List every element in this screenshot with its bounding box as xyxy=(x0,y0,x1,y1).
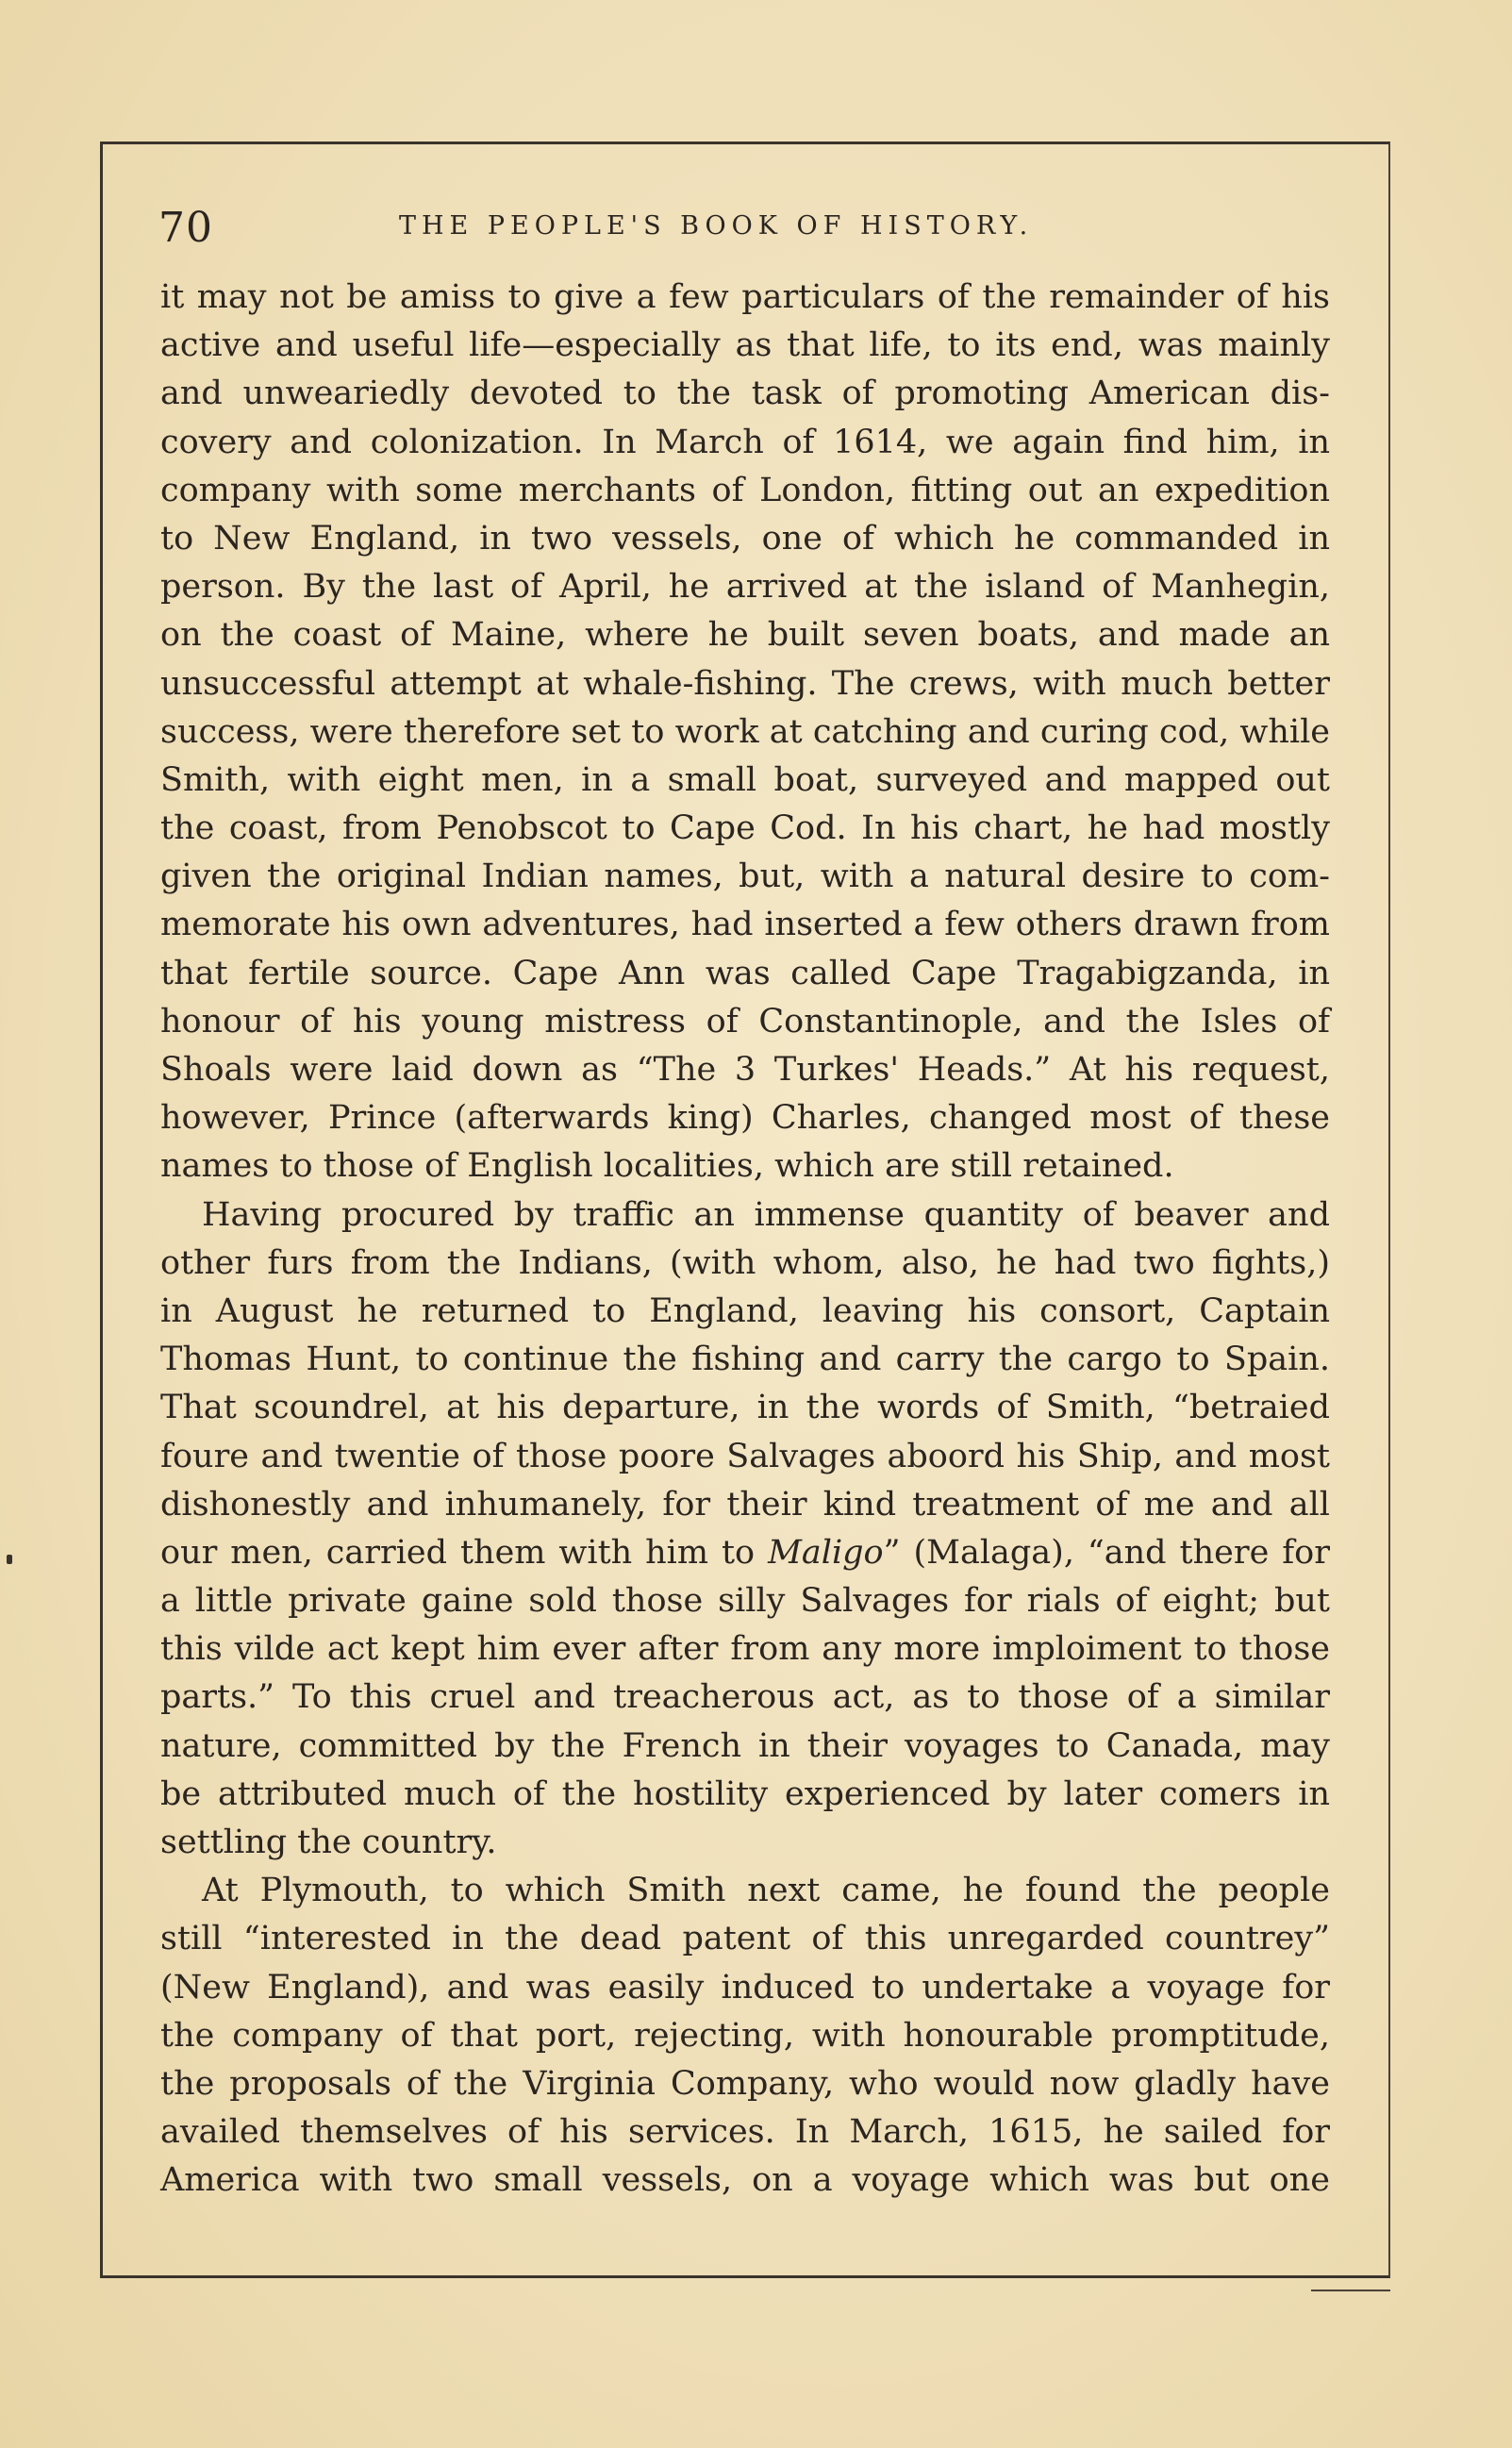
text-line: Thomas Hunt, to continue the fishing and carry the cargo to Spain. xyxy=(160,1341,1330,1379)
text-line: given the original Indian names, but, with a natural desire to com- xyxy=(160,858,1330,896)
text-line: At Plymouth, to which Smith next came, he found the people xyxy=(202,1872,1330,1910)
text-line: availed themselves of his services. In March, 1615, he sailed for xyxy=(160,2113,1330,2152)
text-line: it may not be amiss to give a few particulars of the remainder of his xyxy=(160,278,1330,316)
text-line: Having procured by traffic an immense quantity of beaver and xyxy=(202,1195,1330,1234)
text-line: the proposals of the Virginia Company, who would now gladly have xyxy=(160,2064,1330,2103)
text-line: our men, carried them with him to Maligo” (Malaga), “and there for xyxy=(160,1533,1330,1572)
text-line: person. By the last of April, he arrived at the island of Manhegin, xyxy=(160,568,1330,607)
text-line: memorate his own adventures, had inserted a few others drawn from xyxy=(160,906,1330,944)
text-line: be attributed much of the hostility experienced by later comers in xyxy=(160,1774,1330,1813)
text-line: unsuccessful attempt at whale-fishing. The crews, with much better xyxy=(160,664,1330,703)
text-line: a little private gaine sold those silly Salvages for rials of eight; but xyxy=(160,1582,1330,1621)
text-line: covery and colonization. In March of 1614, we again find him, in xyxy=(160,423,1330,461)
text-line: names to those of English localities, which are still retained. xyxy=(160,1147,1174,1186)
text-line: dishonestly and inhumanely, for their kind treatment of me and all xyxy=(160,1485,1330,1524)
text-line: That scoundrel, at his departure, in the words of Smith, “betraied xyxy=(160,1389,1330,1427)
text-line: parts.” To this cruel and treacherous act, as to those of a similar xyxy=(160,1678,1330,1717)
text-line: to New England, in two vessels, one of which he commanded in xyxy=(160,519,1330,558)
ink-mark xyxy=(7,1555,12,1564)
text-line: active and useful life—especially as that life, to its end, was mainly xyxy=(160,326,1330,365)
text-line: honour of his young mistress of Constantinople, and the Isles of xyxy=(160,1002,1330,1041)
text-line: success, were therefore set to work at catching and curing cod, while xyxy=(160,712,1330,751)
text-line: the coast, from Penobscot to Cape Cod. In his chart, he had mostly xyxy=(160,809,1330,848)
text-line: (New England), and was easily induced to undertake a voyage for xyxy=(160,1968,1330,2007)
page-header xyxy=(158,196,1338,253)
text-line: however, Prince (afterwards king) Charles, changed most of these xyxy=(160,1099,1330,1138)
text-line: nature, committed by the French in their voyages to Canada, may xyxy=(160,1726,1330,1765)
text-line: foure and twentie of those poore Salvages aboord his Ship, and most xyxy=(160,1437,1330,1475)
text-line: still “interested in the dead patent of this unregarded countrey” xyxy=(160,1920,1330,1958)
text-line: America with two small vessels, on a voyage which was but one xyxy=(160,2161,1330,2200)
italic-word: Maligo xyxy=(768,1533,884,1572)
text-line: in August he returned to England, leaving his consort, Captain xyxy=(160,1291,1330,1330)
page-border-tail xyxy=(1311,2290,1390,2291)
text-line: this vilde act kept him ever after from any more imploiment to those xyxy=(160,1630,1330,1669)
text-line: other furs from the Indians, (with whom, also, he had two fights,) xyxy=(160,1243,1330,1282)
text-line: on the coast of Maine, where he built seven boats, and made an xyxy=(160,616,1330,655)
running-title: THE PEOPLE'S BOOK OF HISTORY. xyxy=(399,211,1034,241)
text-line: Smith, with eight men, in a small boat, surveyed and mapped out xyxy=(160,760,1330,799)
body-text xyxy=(160,274,1330,2206)
text-line: that fertile source. Cape Ann was called Cape Tragabigzanda, in xyxy=(160,954,1330,992)
text-line: and unweariedly devoted to the task of promoting American dis- xyxy=(160,375,1330,413)
text-line: settling the country. xyxy=(160,1824,497,1861)
page-number: 70 xyxy=(158,204,213,252)
text-line: company with some merchants of London, fitting out an expedition xyxy=(160,471,1330,509)
text-line: the company of that port, rejecting, with honourable promptitude, xyxy=(160,2016,1330,2055)
text-line: Shoals were laid down as “The 3 Turkes' Heads.” At his request, xyxy=(160,1051,1330,1089)
